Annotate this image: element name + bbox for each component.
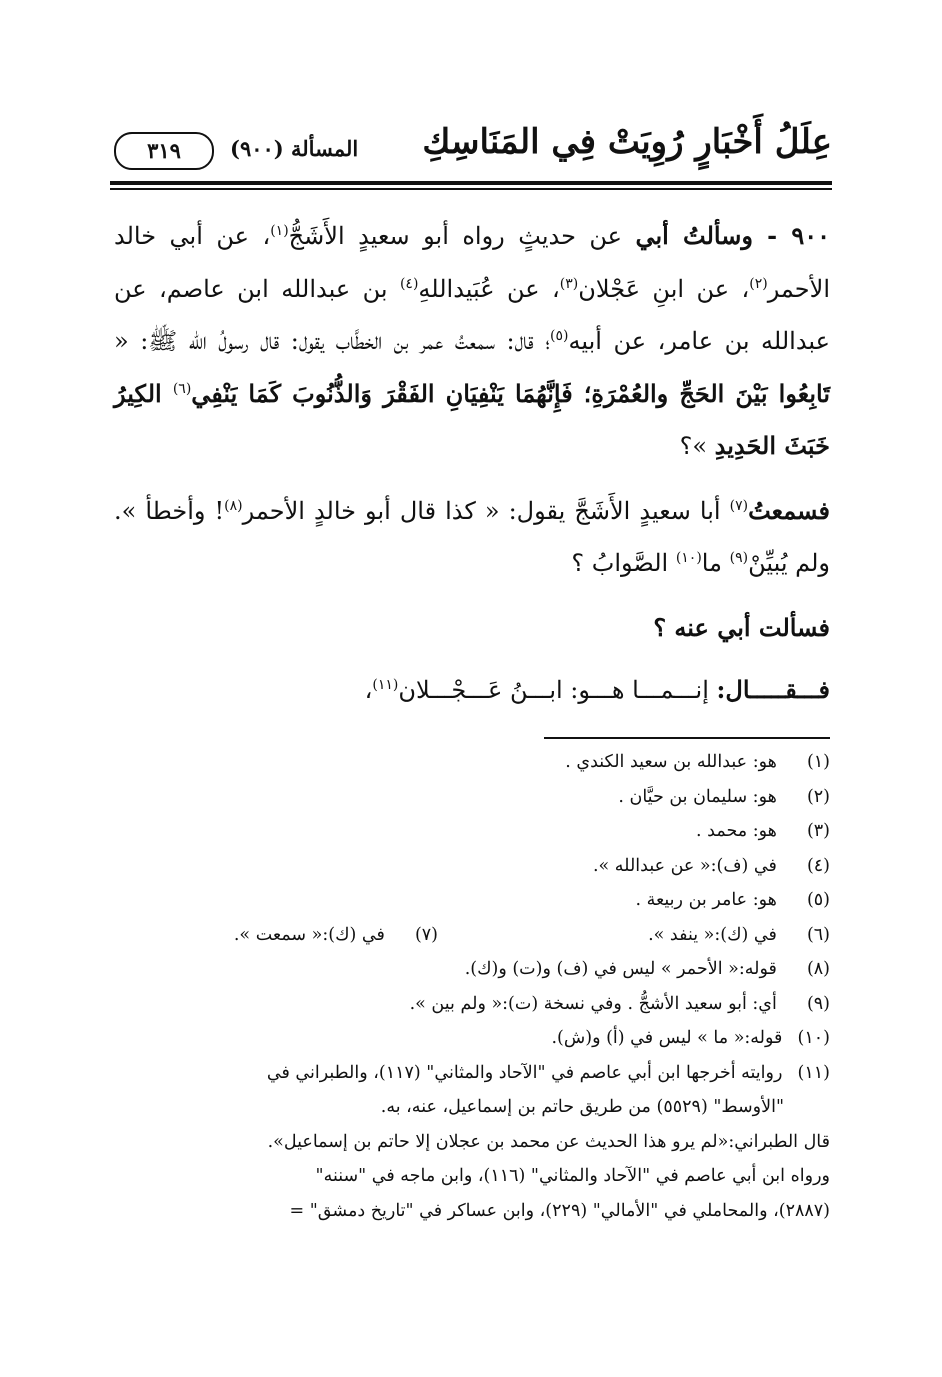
text-run: ،	[364, 676, 373, 704]
hadith-text: تَابِعُوا بَيْنَ الحَجِّ والعُمْرَةِ؛ فَإِنَّهُمَا يَنْفِيَانِ الفَقْرَ وَالذُّنُوبَ كَمَا يَنْفِي	[191, 378, 830, 408]
footnote-number: (١)	[806, 752, 830, 772]
footnote-2	[114, 780, 830, 815]
footnote-11	[114, 1056, 830, 1091]
hadith-text-end: الكِيرُ خَبَثَ الحَدِيدِ	[114, 378, 830, 460]
footnote-9	[114, 987, 830, 1022]
header-rule-thick	[110, 181, 832, 185]
footnote-5	[114, 883, 830, 918]
footnote-number: (٥)	[806, 890, 830, 910]
footnote-ref-5[interactable]: (٥)	[550, 328, 569, 344]
text-run: بن عبدالله ابن عاصم، عن عبدالله بن عامر، عن أبيه	[114, 274, 830, 355]
text-run: ما	[701, 549, 730, 577]
footnote-text: في (ك):« ينفد ».	[648, 924, 777, 945]
paragraph-asked: فسألت أبي عنه ؟	[653, 612, 830, 642]
footnote-number: (٨)	[806, 959, 830, 979]
page-number-badge: ٣١٩	[114, 132, 214, 170]
footnote-11-line-5: (٢٨٨٧)، والمحاملي في "الأمالي" (٢٢٩)، وابن عساكر في "تاريخ دمشق" =	[289, 1200, 830, 1221]
footnote-text: في (ك):« سمعت ».	[233, 924, 385, 945]
text-run: ؛ قال: سمعتُ عمر بن الخطَّاب يقول: قال رسولُ الله ﷺ: «	[114, 327, 551, 355]
text-run: ، عن أبي خالد الأحمر	[114, 222, 830, 303]
footnote-ref-7[interactable]: (٧)	[729, 497, 749, 514]
footnote-text: هو: عبدالله بن سعيد الكندي .	[565, 752, 777, 772]
footnote-1	[114, 745, 830, 780]
footnote-ref-10[interactable]: (١٠)	[675, 550, 702, 566]
footnote-number: (٣)	[806, 821, 830, 841]
footnote-separator	[544, 737, 830, 739]
footnote-text: هو: محمد .	[696, 821, 777, 841]
text-run: الصَّوابُ ؟	[571, 549, 676, 577]
issue-label: المسألة (٩٠٠)	[230, 136, 359, 161]
footnote-10	[114, 1021, 830, 1056]
footnote-number: (٢)	[806, 786, 830, 807]
footnote-text: هو: سليمان بن حيَّان .	[618, 786, 777, 807]
footnote-ref-11[interactable]: (١١)	[372, 677, 399, 693]
footnote-11-line-3: قال الطبراني:«لم يرو هذا الحديث عن محمد بن عجلان إلا حاتم بن إسماعيل».	[267, 1131, 830, 1152]
paragraph-answer	[114, 664, 830, 717]
footnote-number: (٧)	[414, 924, 438, 945]
page-header	[110, 118, 832, 182]
heard-lead: فسمعتُ	[748, 495, 830, 525]
footnote-ref-3[interactable]: (٣)	[559, 275, 579, 292]
answer-lead: فـــقـــــال:	[716, 675, 830, 704]
footnote-number: (٩)	[806, 993, 830, 1014]
footnote-number: (٤)	[806, 855, 830, 876]
footnote-4	[114, 849, 830, 884]
text-run: عن حديثٍ رواه أبو سعيدٍ الأَشَجُّ	[288, 222, 636, 250]
footnote-6	[114, 918, 830, 953]
text-run: إنـــمـــا هـــو: ابـــنُ عَـــجْـــلان	[398, 676, 717, 704]
footnotes	[114, 745, 830, 1228]
paragraph-question	[114, 210, 830, 473]
text-run: »؟	[679, 432, 715, 460]
text-run: ! وأخطأ ». ولم يُبيِّنْ	[114, 496, 830, 577]
footnote-ref-8[interactable]: (٨)	[224, 497, 243, 514]
footnote-text: في (ف):« عن عبدالله ».	[592, 855, 777, 876]
book-title: عِلَلُ أَخْبَارٍ رُوِيَتْ فِي المَنَاسِكِ	[422, 122, 832, 162]
footnote-text: هو: عامر بن ربيعة .	[635, 890, 777, 910]
paragraph-heard	[114, 485, 830, 590]
text-run: أبا سعيدٍ الأَشَجَّ يقول: « كذا قال أبو خالدٍ الأحمر	[242, 496, 730, 525]
footnote-text: قوله:« الأحمر » ليس في (ف) و(ت) و(ك).	[464, 959, 777, 979]
footnote-ref-6[interactable]: (٦)	[172, 380, 192, 397]
question-lead: ٩٠٠ - وسألتُ أبي	[635, 221, 830, 250]
footnote-text: قوله:« ما » ليس في (أ) و(ش).	[551, 1028, 783, 1048]
footnote-11-line-2: "الأوسط" (٥٥٢٩) من طريق حاتم بن إسماعيل، عنه، به.	[380, 1097, 784, 1117]
footnote-ref-9[interactable]: (٩)	[729, 550, 749, 566]
footnote-ref-1[interactable]: (١)	[270, 223, 289, 239]
footnote-text: روايته أخرجها ابن أبي عاصم في "الآحاد والمثاني" (١١٧)، والطبراني في	[266, 1062, 783, 1083]
footnote-text: أي: أبو سعيد الأشجُّ . وفي نسخة (ت):« ولم بين ».	[409, 993, 777, 1014]
footnote-number: (١١)	[797, 1062, 830, 1083]
text-run: ، عن عُبَيداللهِ	[418, 274, 560, 303]
footnote-8	[114, 952, 830, 987]
footnote-7	[234, 918, 438, 953]
footnote-ref-4[interactable]: (٤)	[399, 275, 419, 292]
footnote-number: (٦)	[806, 924, 830, 945]
header-rule-thin	[110, 188, 832, 190]
text-run: ، عن ابنِ عَجْلان	[578, 274, 750, 303]
footnote-3	[114, 814, 830, 849]
footnote-11-line-4: ورواه ابن أبي عاصم في "الآحاد والمثاني" (١١٦)، وابن ماجه في "سننه"	[315, 1166, 830, 1186]
footnote-ref-2[interactable]: (٢)	[749, 275, 768, 292]
main-text	[114, 210, 830, 717]
footnote-number: (١٠)	[797, 1028, 830, 1048]
